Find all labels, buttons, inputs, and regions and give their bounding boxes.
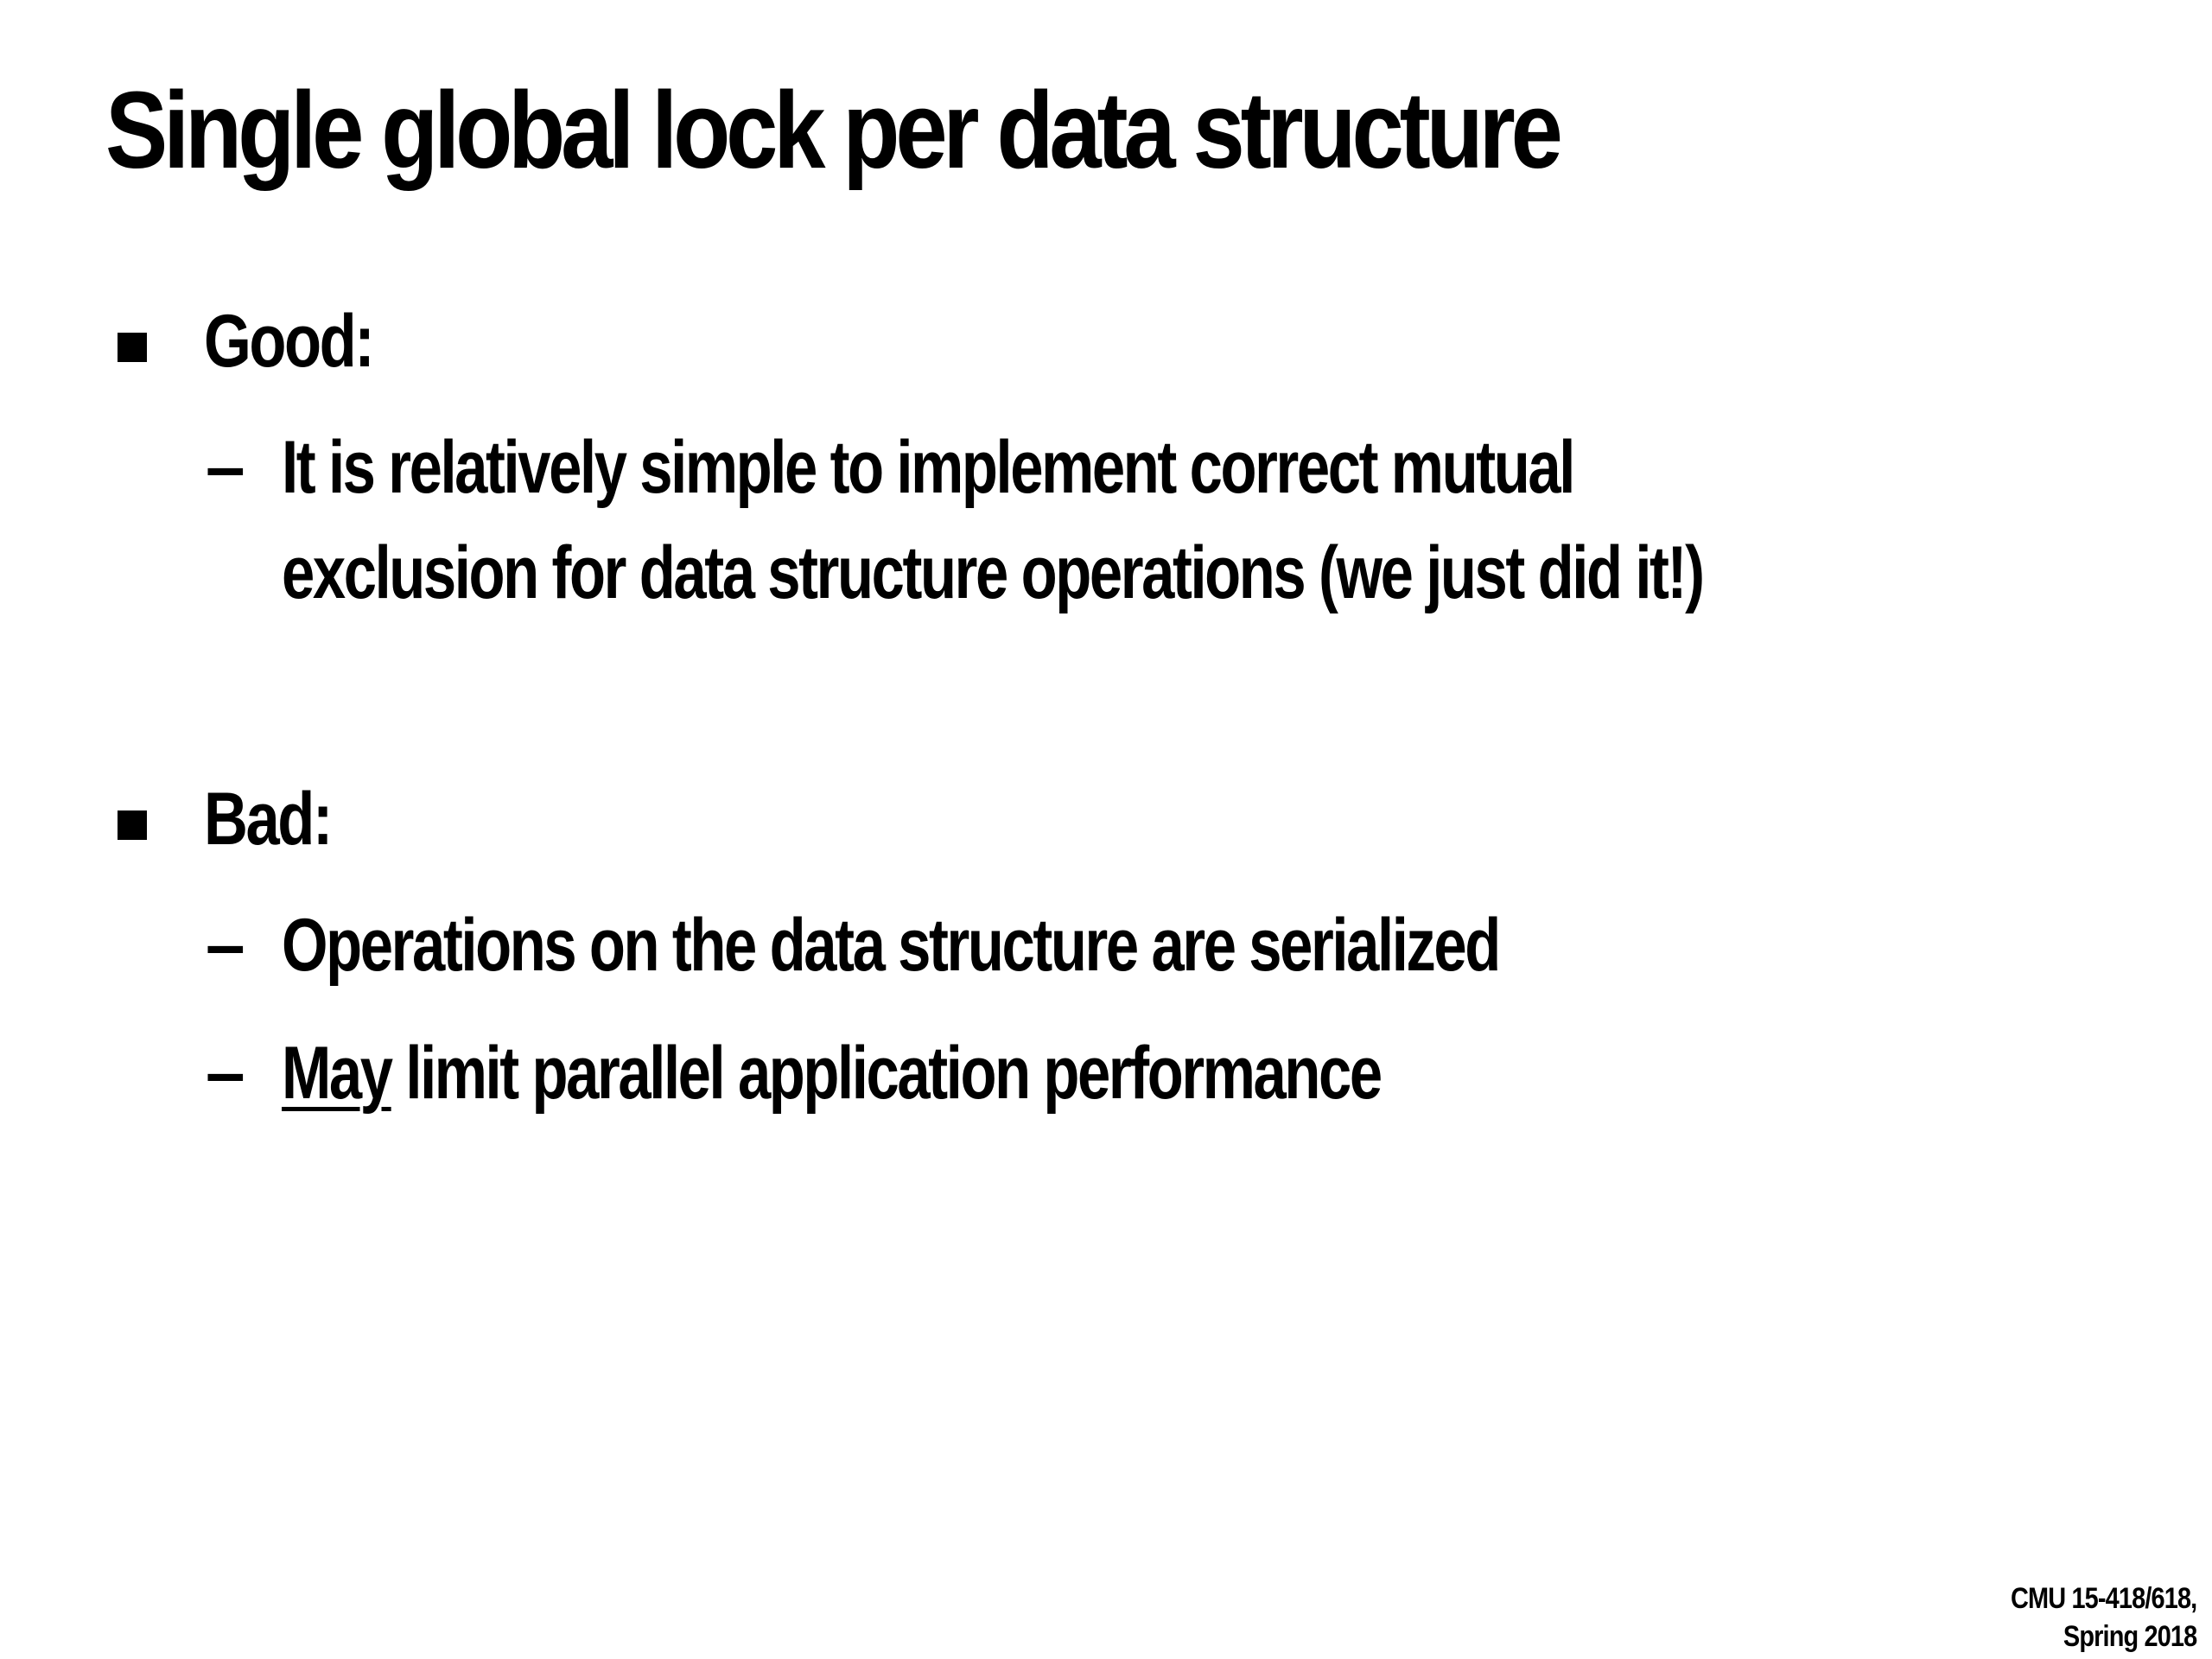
good-item-line-2: exclusion for data structure operations (we just did it!)	[282, 531, 1703, 614]
good-item-line-1: It is relatively simple to implement correct mutual	[282, 426, 1573, 509]
dash-icon: –	[206, 428, 245, 506]
bullet-square-icon	[118, 810, 147, 840]
good-heading: Good:	[204, 300, 373, 383]
bad-item-performance	[282, 1032, 1381, 1115]
emphasis-may: May	[282, 1032, 391, 1115]
dash-icon: –	[206, 906, 245, 984]
footer-course: CMU 15-418/618,	[2010, 1581, 2196, 1615]
bad-heading: Bad:	[204, 778, 331, 861]
slide-title: Single global lock per data structure	[105, 69, 1559, 191]
course-footer	[2011, 1580, 2196, 1656]
footer-term: Spring 2018	[2063, 1619, 2196, 1653]
bad-item-serialized: Operations on the data structure are serialized	[282, 904, 1499, 987]
bullet-square-icon	[118, 333, 147, 362]
dash-icon: –	[206, 1033, 245, 1112]
bad-item-performance-rest: limit parallel application performance	[391, 1032, 1381, 1115]
